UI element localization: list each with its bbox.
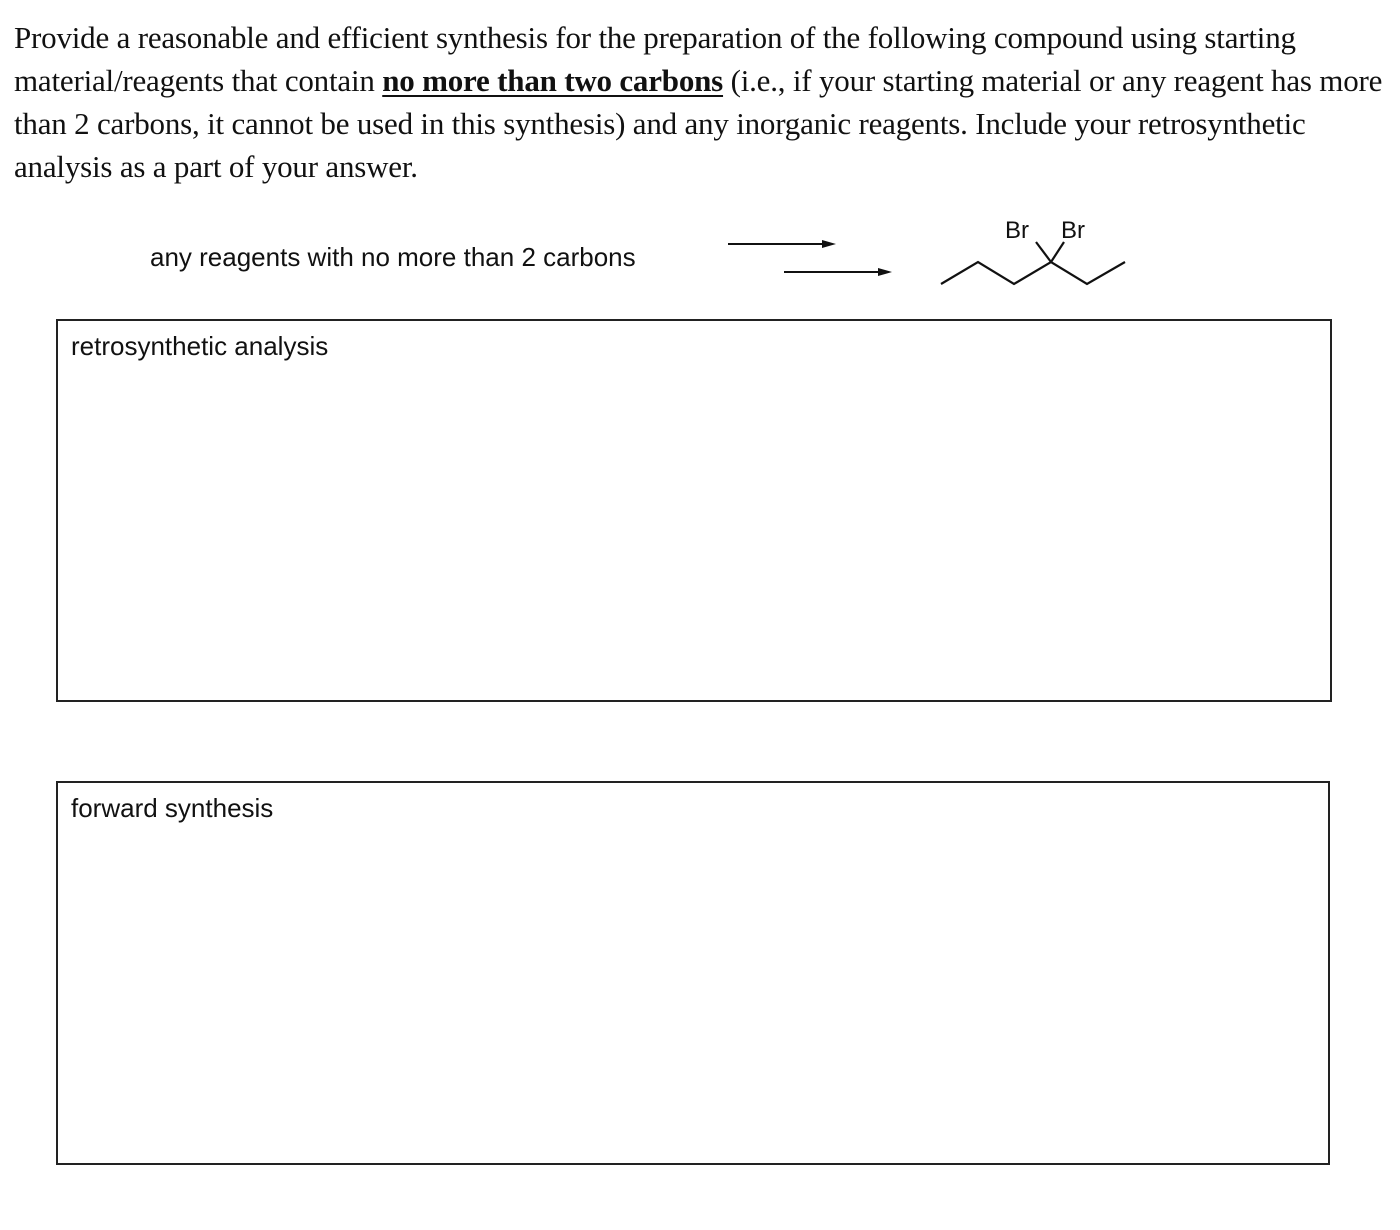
reagent-label: any reagents with no more than 2 carbons xyxy=(150,242,636,272)
reaction-arrow-upper-head xyxy=(822,240,836,248)
question-text xyxy=(14,16,1386,188)
question-text-part1: Provide a reasonable and efficient synthesis for the preparation of the following compound using starting material/reagents that contain xyxy=(14,20,1296,98)
retrosynthetic-analysis-box[interactable] xyxy=(56,319,1332,702)
reaction-arrow-lower-head xyxy=(878,268,892,276)
bond-c-br-right xyxy=(1051,242,1064,262)
forward-synthesis-box[interactable] xyxy=(56,781,1330,1165)
bromine-atom-right: Br xyxy=(1061,217,1085,244)
reaction-arrows xyxy=(720,230,900,286)
bond-c-br-left xyxy=(1036,242,1051,262)
question-emphasis: no more than two carbons xyxy=(382,63,724,98)
forward-synthesis-label: forward synthesis xyxy=(71,793,274,823)
retrosynthetic-analysis-label: retrosynthetic analysis xyxy=(71,331,329,361)
product-structure xyxy=(930,210,1140,300)
bromine-atom-left: Br xyxy=(1005,217,1029,244)
product-carbon-chain xyxy=(941,262,1125,284)
question-text-part2: (i.e., if your starting material or any reagent has more than 2 carbons, it cannot be used in this synthesis) and any inorganic reagents. Include your retrosynthetic analysis as a part of your answer. xyxy=(14,63,1383,184)
